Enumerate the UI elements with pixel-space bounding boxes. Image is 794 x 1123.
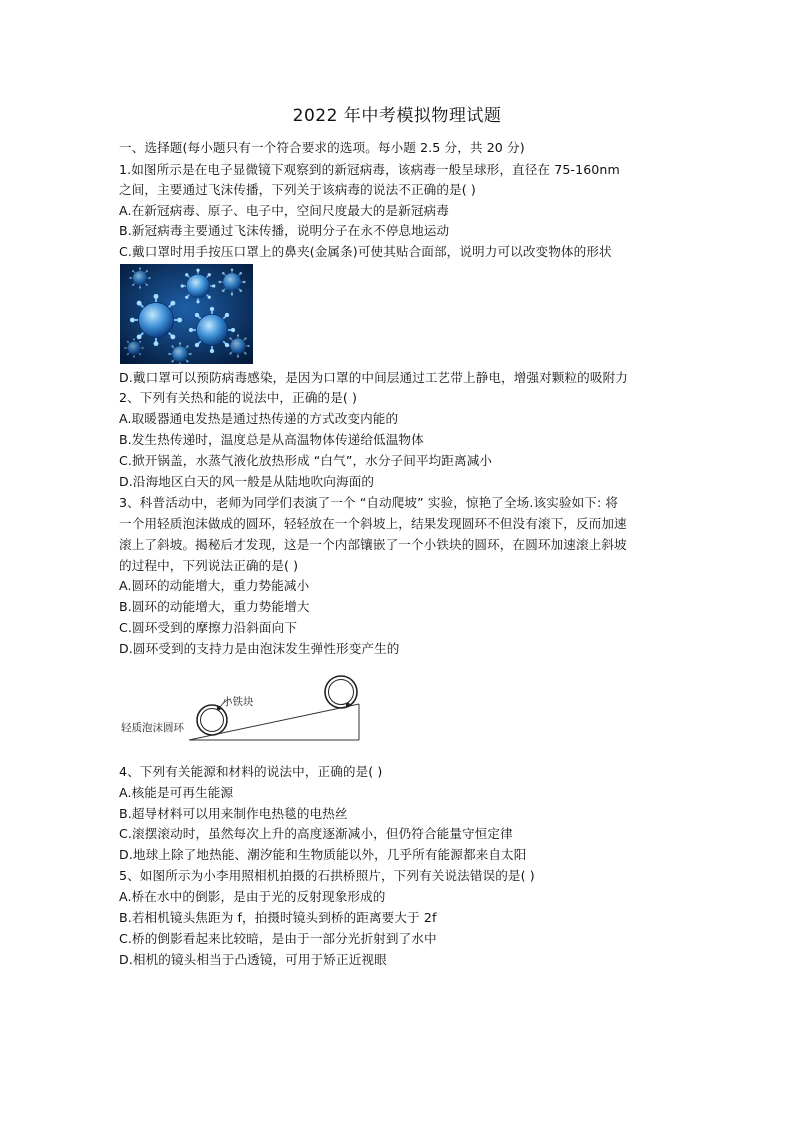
q2-option-d: D.沿海地区白天的风一般是从陆地吹向海面的 (119, 474, 375, 489)
q5-stem: 5、如图所示为小李用照相机拍摄的石拱桥照片，下列有关说法错误的是( ) (119, 868, 535, 883)
q1-option-a: A.在新冠病毒、原子、电子中，空间尺度最大的是新冠病毒 (119, 203, 449, 218)
section-heading: 一、选择题(每小题只有一个符合要求的选项。每小题 2.5 分，共 20 分) (119, 140, 525, 155)
q1-option-c: C.戴口罩时用手按压口罩上的鼻夹(金属条)可使其贴合面部，说明力可以改变物体的形状 (119, 244, 612, 259)
q4-option-b: B.超导材料可以用来制作电热毯的电热丝 (119, 806, 348, 821)
q3-stem-line2: 一个用轻质泡沫做成的圆环，轻轻放在一个斜坡上，结果发现圆环不但没有滚下，反而加速 (119, 516, 627, 531)
q3-option-a: A.圆环的动能增大，重力势能减小 (119, 578, 310, 593)
q1-stem-line2: 之间，主要通过飞沫传播，下列关于该病毒的说法不正确的是( ) (119, 182, 476, 197)
q3-stem-line4: 的过程中，下列说法正确的是( ) (119, 558, 299, 573)
q5-option-b: B.若相机镜头焦距为 f，拍摄时镜头到桥的距离要大于 2f (119, 910, 437, 925)
virus-image (120, 264, 253, 364)
q3-option-c: C.圆环受到的摩擦力沿斜面向下 (119, 620, 298, 635)
q3-option-d: D.圆环受到的支持力是由泡沫发生弹性形变产生的 (119, 641, 400, 656)
q2-option-a: A.取暖器通电发热是通过热传递的方式改变内能的 (119, 411, 399, 426)
q1-stem-line1: 1.如图所示是在电子显微镜下观察到的新冠病毒，该病毒一般呈球形，直径在 75-160nm (119, 162, 620, 177)
q5-option-a: A.桥在水中的倒影，是由于光的反射现象形成的 (119, 889, 386, 904)
foam-ring-upper (325, 676, 357, 708)
incline-ring-diagram (119, 672, 364, 747)
iron-block-label: 小铁块 (222, 696, 254, 708)
q1-option-b: B.新冠病毒主要通过飞沫传播，说明分子在永不停息地运动 (119, 223, 450, 238)
q5-option-c: C.桥的倒影看起来比较暗，是由于一部分光折射到了水中 (119, 931, 437, 946)
q2-option-b: B.发生热传递时，温度总是从高温物体传递给低温物体 (119, 432, 424, 447)
q1-option-d: D.戴口罩可以预防病毒感染，是因为口罩的中间层通过工艺带上静电，增强对颗粒的吸附力 (119, 370, 628, 385)
foam-ring-lower (197, 705, 227, 735)
foam-ring-label: 轻质泡沫圆环 (121, 722, 184, 734)
q2-option-c: C.掀开锅盖，水蒸气液化放热形成 “白气”，水分子间平均距离减小 (119, 453, 493, 468)
q4-option-c: C.滚摆滚动时，虽然每次上升的高度逐渐减小，但仍符合能量守恒定律 (119, 826, 513, 841)
q2-stem: 2、下列有关热和能的说法中，正确的是( ) (119, 390, 358, 405)
q3-stem-line3: 滚上了斜坡。揭秘后才发现，这是一个内部镶嵌了一个小铁块的圆环，在圆环加速滚上斜坡 (119, 537, 627, 552)
q4-stem: 4、下列有关能源和材料的说法中，正确的是( ) (119, 764, 383, 779)
page-title: 2022 年中考模拟物理试题 (292, 106, 502, 126)
q5-option-d: D.相机的镜头相当于凸透镜，可用于矫正近视眼 (119, 952, 387, 967)
q4-option-d: D.地球上除了地热能、潮汐能和生物质能以外，几乎所有能源都来自太阳 (119, 847, 527, 862)
q4-option-a: A.核能是可再生能源 (119, 785, 234, 800)
q3-option-b: B.圆环的动能增大，重力势能增大 (119, 599, 310, 614)
q3-stem-line1: 3、科普活动中，老师为同学们表演了一个 “自动爬坡” 实验，惊艳了全场.该实验如下: 将 (119, 495, 619, 510)
